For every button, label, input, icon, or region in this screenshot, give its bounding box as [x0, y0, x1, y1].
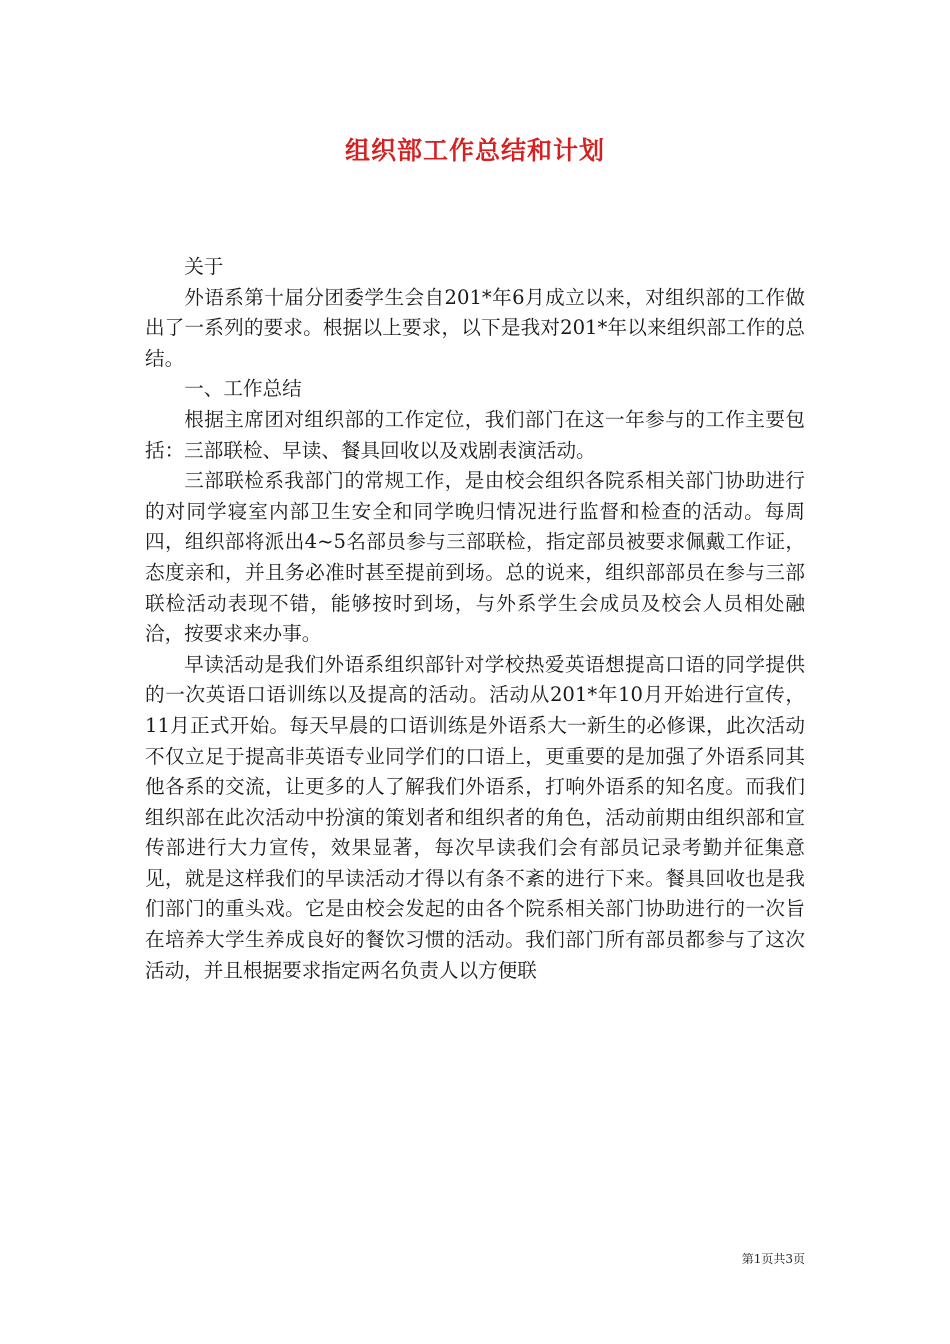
paragraph: 外语系第十届分团委学生会自201*年6月成立以来，对组织部的工作做出了一系列的要求。根据以上要求，以下是我对201*年以来组织部工作的总结。: [145, 285, 805, 370]
paragraph: 早读活动是我们外语系组织部针对学校热爱英语想提高口语的同学提供的一次英语口语训练以及提高的活动。活动从201*年10月开始进行宣传，11月正式开始。每天早晨的口语训练是外语系大一新生的必修课，此次活动不仅立足于提高非英语专业同学们的口语上，更重要的是加强了外语系同其他各系的交流，让更多的人了解我们外语系，打响外语系的知名度。而我们组织部在此次活动中扮演的策划者和组织者的角色，活动前期由组织部和宣传部进行大力宣传，效果显著，每次早读我们会有部员记录考勤并征集意见，就是这样我们的早读活动才得以有条不紊的进行下来。餐具回收也是我们部门的重头戏。它是由校会发起的由各个院系相关部门协助进行的一次旨在培养大学生养成良好的餐饮习惯的活动。我们部门所有部员都参与了这次活动，并且根据要求指定两名负责人以方便联: [145, 652, 805, 982]
section-heading: 一、工作总结: [184, 377, 302, 401]
paragraph: 根据主席团对组织部的工作定位，我们部门在这一年参与的工作主要包括：三部联检、早读、餐具回收以及戏剧表演活动。: [145, 407, 805, 462]
paragraph: 三部联检系我部门的常规工作，是由校会组织各院系相关部门协助进行的对同学寝室内部卫生安全和同学晚归情况进行监督和检查的活动。每周四，组织部将派出4~5名部员参与三部联检，指定部员被要求佩戴工作证，态度亲和，并且务必准时甚至提前到场。总的说来，组织部部员在参与三部联检活动表现不错，能够按时到场，与外系学生会成员及校会人员相处融洽，按要求来办事。: [145, 469, 805, 646]
page-number: 第1页共3页: [741, 1252, 805, 1266]
document-title: 组织部工作总结和计划: [344, 136, 605, 165]
document-body: [145, 252, 805, 986]
paragraph: 关于: [184, 255, 224, 278]
